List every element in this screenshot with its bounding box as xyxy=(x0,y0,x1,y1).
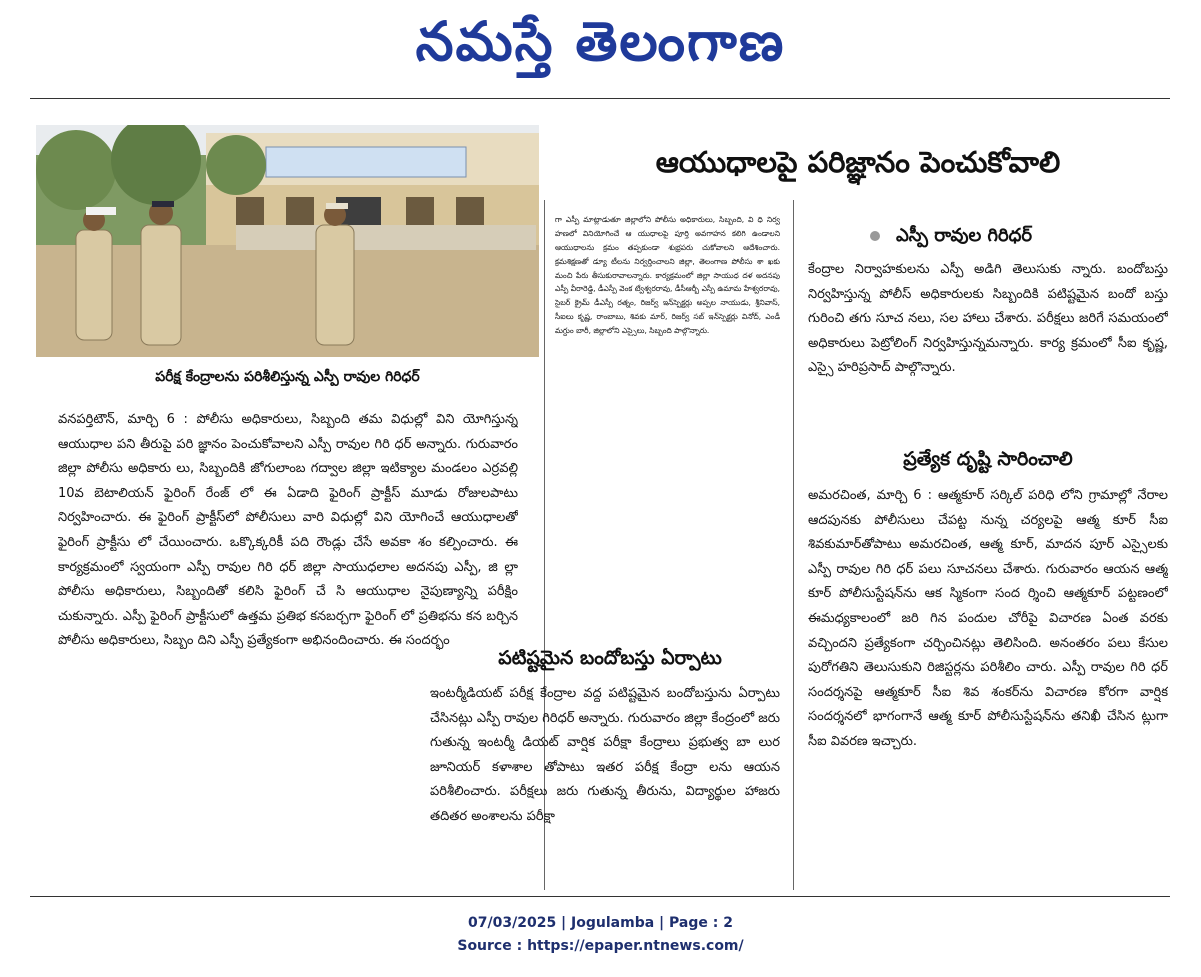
article-col3-text: కేంద్రాల నిర్వాహకులను ఎస్పీ అడిగి తెలుసుకు న్నారు. బందోబస్తు నిర్వహిస్తున్న పోలీస్ అధికారులకు సిబ్బందికి పటిష్టమైన బందో బస్తు గురించి తగు సూచ నలు, సల హాలు చేశారు. పరీక్షలు జరిగే సమయంలో అధికారులు పెట్రోలింగ్ నిర్వహిస్తున్నమన్నారు. కార్య క్రమంలో సీఐ కృష్ణ, ఎస్సై హరిప్రసాద్ పాల్గొన్నారు. xyxy=(808,262,1168,376)
article-col3b-text: అమరచింత, మార్చి 6 : ఆత్మకూర్ సర్కిల్ పరిధి లోని గ్రామాల్లో నేరాల ఆదపునకు పోలీసులు చేపట్ట నున్న చర్యలపై ఆత్మ కూర్ సీఐ శివకుమార్‌తోపాటు అమరచింత, ఆత్మ కూర్, మాదన పూర్ ఎస్సైలకు ఎస్పీ రావుల గిరి ధర్ పలు సూచనలు చేశారు. గురువారం ఆయన ఆత్మ కూర్ పోలీసుస్టేషన్‌ను ఆక స్మికంగా సంద ర్శించి ఆత్మకూర్ పట్టణంలో ఈమధ్యకాలంలో జరి గిన పందుల చోరీపై విచారణ ఏంత వరకు వచ్చిందని ప్రత్యేకంగా చర్చించినట్లు తెలిసింది. అనంతరం పలు కేసుల పురోగతిని తెలుసుకుని రిజిస్టర్లను పరిశీలిం చారు. ఎస్పీ రావుల గిరి ధర్ సందర్శనపై ఆత్మకూర్ సీఐ శివ శంకర్‌ను విచారణ కోరగా వార్షిక సందర్శనలో భాగంగానే ఆత్మ కూర్ పోలీసుస్టేషన్‌ను తనిఖీ చేసిన ట్లుగా సీఐ వివరణ ఇచ్చారు. xyxy=(808,488,1168,749)
column-divider-2 xyxy=(793,200,794,890)
article-col1-text: వనపర్తిటౌన్, మార్చి 6 : పోలీసు అధికారులు, సిబ్బంది తమ విధుల్లో విని యోగిస్తున్న ఆయుధాల పని తీరుపై పరి జ్ఞానం పెంచుకోవాలని ఎస్పీ రావుల గిరి ధర్ అన్నారు. గురువారం జిల్లా పోలీసు అధికారు లు, సిబ్బందికి జోగులాంబ గద్వాల జిల్లా ఇటిక్యాల మండలం ఎర్రవల్లి 10వ బెటాలియన్ ఫైరింగ్ రేంజ్ లో ఈ ఏడాది ఫైరింగ్ ప్రాక్టీస్ మూడు రోజులపాటు నిర్వహించారు. ఈ ఫైరింగ్ ప్రాక్టీస్‌లో పోలీసులు వారి విధుల్లో విని యోగించే ఆయుధాలతో ఫైరింగ్ ప్రాక్టీసు లో చేయించారు. ఒక్కొక్కరికీ పది రౌండ్లు చేసే అవకా శం కల్పించారు. ఈ కార్యక్రమంలో స్వయంగా ఎస్పీ రావుల గిరి ధర్ జిల్లా సాయుధలాల అదనపు ఎస్పీ, జి ల్లా పోలీసు అధికారులు, సిబ్బందితో కలిసి ఫైరింగ్ చే సి ఆయుధాల నైపుణ్యాన్ని పరీక్షిం చుకున్నారు. ఎస్పీ ఫైరింగ్ ప్రాక్టీసులో ఉత్తమ ప్రతిభ కనబర్చగా ఫైరింగ్ లో ప్రతిభను కన బర్చిన పోలీసు అధికారులు, సిబ్బం దిని ఎస్పీ ప్రత్యేకంగా అభినందించారు. ఈ సందర్భం xyxy=(58,412,518,649)
byline-text: ఎస్పీ రావుల గిరిధర్ xyxy=(896,225,1033,246)
subheading-2: ప్రత్యేక దృష్టి సారించాలి xyxy=(903,448,1073,470)
byline xyxy=(870,220,1130,252)
article-column-2b xyxy=(430,682,780,882)
subheading-1: పటిష్టమైన బందోబస్తు ఏర్పాటు xyxy=(498,647,722,669)
footer-date-edition: 07/03/2025 | Jogulamba | Page : 2 xyxy=(468,915,733,931)
article-headline: ఆయుధాలపై పరిజ్ఞానం పెంచుకోవాలి xyxy=(655,145,1061,179)
masthead-title: నమస్తే తెలంగాణ xyxy=(415,10,786,73)
article-column-3 xyxy=(808,258,1168,433)
photo-caption: పరీక్ష కేంద్రాలను పరిశీలిస్తున్న ఎస్పీ రావుల గిరిధర్ xyxy=(155,369,420,385)
masthead xyxy=(0,6,1201,78)
article-column-3b xyxy=(808,484,1168,884)
bottom-rule xyxy=(30,896,1170,897)
article-column-2 xyxy=(555,213,780,358)
article-col2b-text: ఇంటర్మీడియట్ పరీక్ష కేంద్రాల వద్ద పటిష్టమైన బందోబస్తును ఏర్పాటు చేసినట్లు ఎస్పీ రావుల గిరిధర్ అన్నారు. గురువారం జిల్లా కేంద్రంలో జరు గుతున్న ఇంటర్మీ డియట్ వార్షిక పరీక్షా కేంద్రాలు ప్రభుత్వ బా లుర జూనియర్ కళాశాల తోపాటు ఇతర పరీక్ష కేంద్రా లను ఆయన పరిశీలించారు. పరీక్షలు జరు గుతున్న తీరును, విద్యార్థుల హాజరు తదితర అంశాలను పరీక్షా xyxy=(430,686,780,824)
footer-source: Source : https://epaper.ntnews.com/ xyxy=(457,938,744,954)
article-col2-text: గా ఎస్పీ మాట్లాడుతూ జిల్లాలోని పోలీసు అధికారులు, సిబ్బంది, వి ధి నిర్వ హణలో వినియోగించే ఆ యుధాలపై పూర్తి అవగాహన కలిగి ఉండాలని ఆయుధాలను క్రమం తప్పకుండా శుభ్రపరు చుకోవాలని ఆదేశించారు. క్రమశిక్షణతో డ్యూ టీలను నిర్వర్తించాలని జిల్లా, తెలంగాణ పోలీసు శా ఖకు మంచి పేరు తీసుకురావాలన్నారు. కార్యక్రమంలో జిల్లా సాయుధ దళ అదనపు ఎస్పీ వీరారెడ్డి, డీఎస్పీ వెంక ట్వేశ్వరరావు, డీసీఆర్బీ ఎస్పీ ఉమామ హేశ్వరరావు, సైబర్ క్రైమ్ డీఎస్పీ రత్నం, రిజర్వ్ ఇన్‌స్పెక్టర్లు అప్పల నాయుడు, శ్రీనివాస్, సీఐలు కృష్ణ, రాంబాబు, శివకు మార్, రిజర్వ్ సబ్ ఇన్‌స్పెక్టర్లు వినోద్, ఎండీ మగ్దుం బారీ, జిల్లాలోని ఎస్సైలు, సిబ్బంది పాల్గొన్నారు. xyxy=(555,215,780,335)
bullet-icon xyxy=(870,231,880,241)
photo-illustration xyxy=(36,125,539,357)
article-photo xyxy=(36,125,539,357)
top-rule xyxy=(30,98,1170,99)
